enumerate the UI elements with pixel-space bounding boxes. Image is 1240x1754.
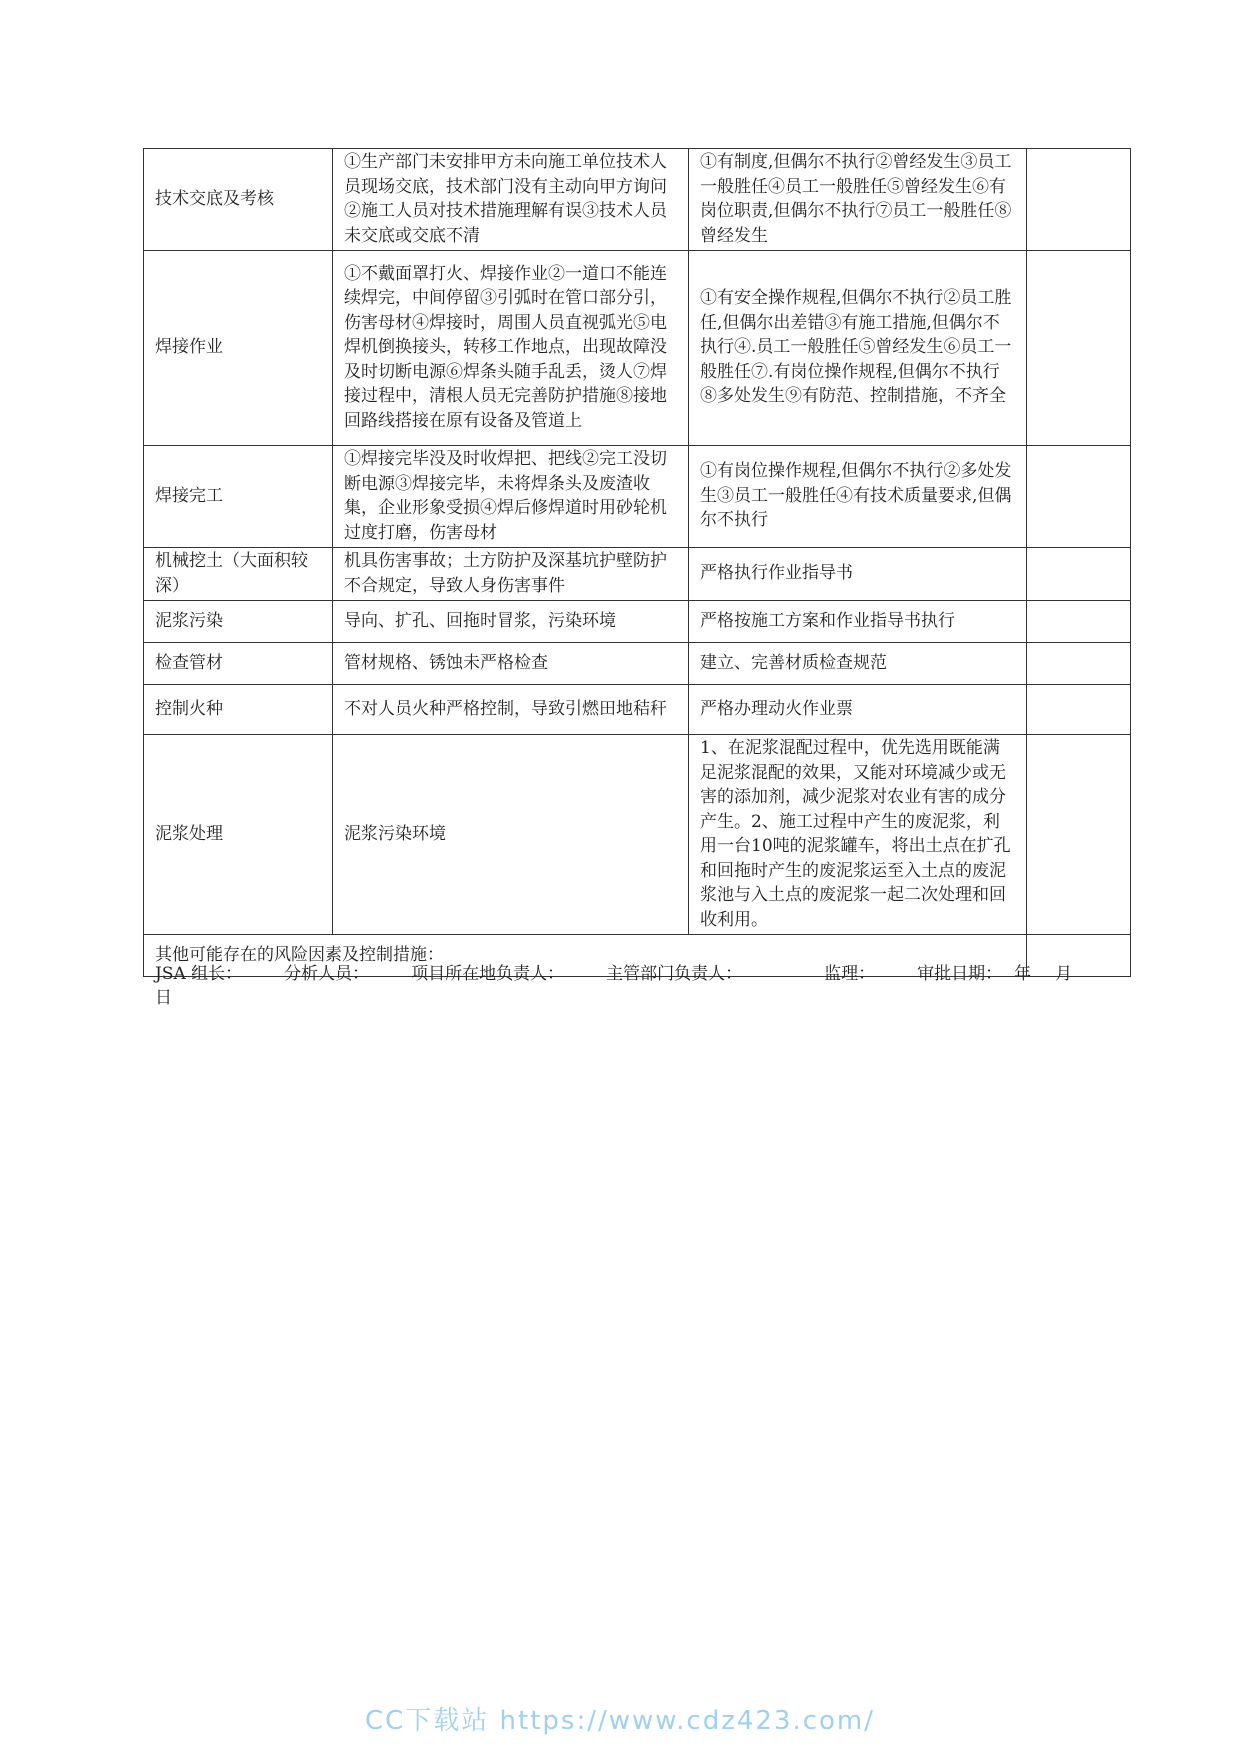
step-cell: 泥浆处理 <box>144 735 333 935</box>
hazard-cell: ①焊接完毕没及时收焊把、把线②完工没切断电源③焊接完毕，未将焊条头及废渣收集，企业形象受损④焊后修焊道时用砂轮机过度打磨，伤害母材 <box>333 446 689 548</box>
hazard-cell: 导向、扩孔、回拖时冒浆，污染环境 <box>333 601 689 643</box>
jsa-leader-label: JSA 组长： <box>155 964 243 984</box>
signature-footer <box>155 962 1105 1010</box>
empty-cell <box>1027 601 1131 643</box>
step-cell: 焊接作业 <box>144 251 333 446</box>
hazard-cell: 不对人员火种严格控制，导致引燃田地秸秆 <box>333 685 689 735</box>
empty-cell <box>1027 548 1131 601</box>
table-row <box>144 735 1131 935</box>
hazard-cell: ①不戴面罩打火、焊接作业②一道口不能连续焊完，中间停留③引弧时在管口部分引，伤害母材④焊接时，周围人员直视弧光⑤电焊机倒换接头，转移工作地点，出现故障没及时切断电源⑥焊条头随手乱丢，烫人⑦焊接过程中，清根人员无完善防护措施⑧接地回路线搭接在原有设备及管道上 <box>333 251 689 446</box>
hazard-cell: 泥浆污染环境 <box>333 735 689 935</box>
table-row <box>144 149 1131 251</box>
approval-date-label: 审批日期： <box>917 964 1003 984</box>
hazard-cell: 管材规格、锈蚀未严格检查 <box>333 643 689 685</box>
table-row <box>144 685 1131 735</box>
step-cell: 泥浆污染 <box>144 601 333 643</box>
step-cell: 焊接完工 <box>144 446 333 548</box>
month-label: 月 <box>1055 964 1073 984</box>
table-row <box>144 446 1131 548</box>
hazard-cell: 机具伤害事故；土方防护及深基坑护壁防护不合规定，导致人身伤害事件 <box>333 548 689 601</box>
control-cell: ①有安全操作规程,但偶尔不执行②员工胜任,但偶尔出差错③有施工措施,但偶尔不执行④.员工一般胜任⑤曾经发生⑥员工一般胜任⑦.有岗位操作规程,但偶尔不执行⑧多处发生⑨有防范、控制措施，不齐全 <box>689 251 1027 446</box>
empty-cell <box>1027 446 1131 548</box>
control-cell: 1、在泥浆混配过程中，优先选用既能满足泥浆混配的效果，又能对环境减少或无害的添加剂，减少泥浆对农业有害的成分产生。2、施工过程中产生的废泥浆，利用一台10吨的泥浆罐车，将出土点在扩孔和回拖时产生的废泥浆运至入土点的废泥浆池与入土点的废泥浆一起二次处理和回收利用。 <box>689 735 1027 935</box>
year-label: 年 <box>1014 964 1032 984</box>
control-cell: ①有制度,但偶尔不执行②曾经发生③员工一般胜任④员工一般胜任⑤曾经发生⑥有岗位职责,但偶尔不执行⑦员工一般胜任⑧曾经发生 <box>689 149 1027 251</box>
step-cell: 机械挖土（大面积较深） <box>144 548 333 601</box>
hazard-cell: ①生产部门未安排甲方未向施工单位技术人员现场交底，技术部门没有主动向甲方询问②施工人员对技术措施理解有误③技术人员未交底或交底不清 <box>333 149 689 251</box>
step-cell: 控制火种 <box>144 685 333 735</box>
empty-cell <box>1027 251 1131 446</box>
empty-cell <box>1027 685 1131 735</box>
control-cell: 严格按施工方案和作业指导书执行 <box>689 601 1027 643</box>
control-cell: ①有岗位操作规程,但偶尔不执行②多处发生③员工一般胜任④有技术质量要求,但偶尔不执行 <box>689 446 1027 548</box>
table-row <box>144 251 1131 446</box>
empty-cell <box>1027 735 1131 935</box>
table-row <box>144 601 1131 643</box>
dept-manager-label: 主管部门负责人： <box>606 964 743 984</box>
step-cell: 技术交底及考核 <box>144 149 333 251</box>
analysts-label: 分析人员： <box>284 964 370 984</box>
table-row <box>144 548 1131 601</box>
supervisor-label: 监理： <box>824 964 876 984</box>
site-manager-label: 项目所在地负责人： <box>411 964 565 984</box>
day-label: 日 <box>155 988 172 1008</box>
step-cell: 检查管材 <box>144 643 333 685</box>
empty-cell <box>1027 149 1131 251</box>
jsa-table <box>143 148 1131 977</box>
other-risks-cell: 其他可能存在的风险因素及控制措施： <box>144 935 1027 977</box>
empty-cell <box>1027 643 1131 685</box>
watermark: CC下载站 https://www.cdz423.com/ <box>364 1706 876 1736</box>
table-row <box>144 643 1131 685</box>
control-cell: 建立、完善材质检查规范 <box>689 643 1027 685</box>
control-cell: 严格执行作业指导书 <box>689 548 1027 601</box>
control-cell: 严格办理动火作业票 <box>689 685 1027 735</box>
